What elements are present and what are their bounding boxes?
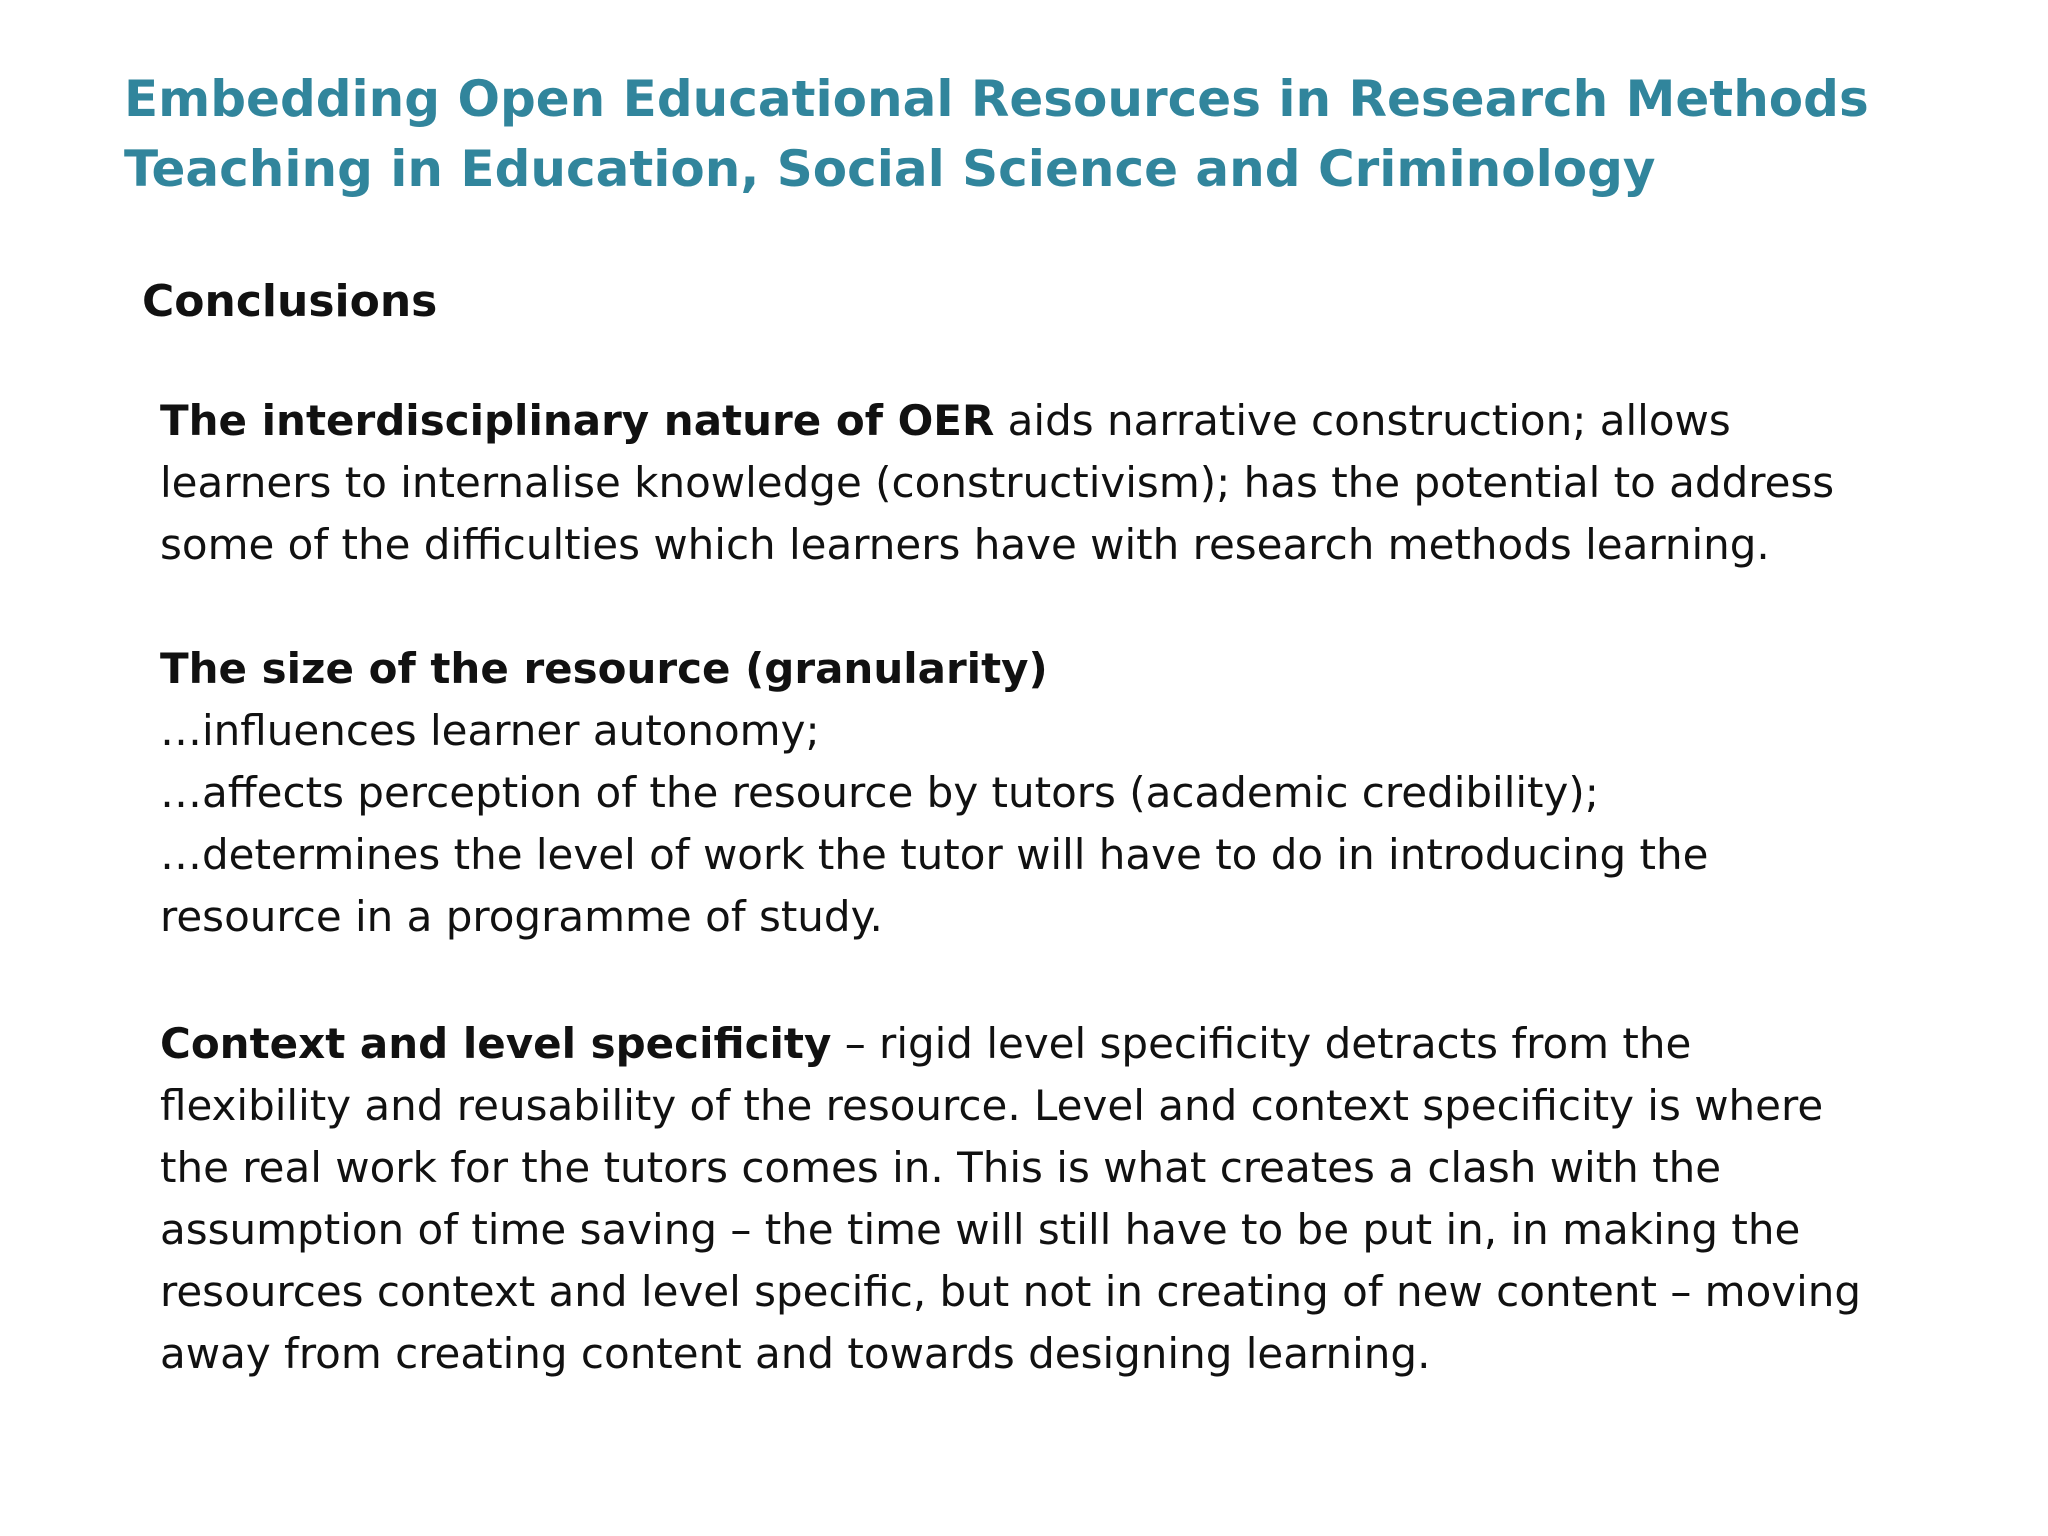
section-heading: Conclusions	[142, 276, 438, 327]
paragraph-text: – rigid level specificity detracts from the flexibility and reusability of the resource. Level and context specificity is where the real work for the tutors comes in. This is what creates a clash with the assumption of time saving – the time will still have to be put in, in making the resources context and level specific, but not in creating of new content – moving away from creating content and towards designing learning.	[160, 1019, 1862, 1378]
list-item: …influences learner autonomy;	[160, 706, 820, 755]
paragraph-interdisciplinary	[160, 390, 1880, 576]
paragraph-lead: Context and level specificity	[160, 1019, 832, 1068]
paragraph-context	[160, 1013, 1880, 1385]
list-item: …determines the level of work the tutor will have to do in introducing the resource in a programme of study.	[160, 830, 1709, 941]
paragraph-lead: The size of the resource (granularity)	[160, 644, 1048, 693]
paragraph-granularity	[160, 638, 1880, 948]
slide-title: Embedding Open Educational Resources in Research Methods Teaching in Education, Social Science and Criminology	[124, 70, 1869, 198]
list-item: …affects perception of the resource by tutors (academic credibility);	[160, 768, 1599, 817]
paragraph-lead: The interdisciplinary nature of OER	[160, 396, 995, 445]
paragraph-text: aids narrative construction; allows learners to internalise knowledge (constructivism); has the potential to address some of the difficulties which learners have with research methods learning.	[160, 396, 1835, 569]
